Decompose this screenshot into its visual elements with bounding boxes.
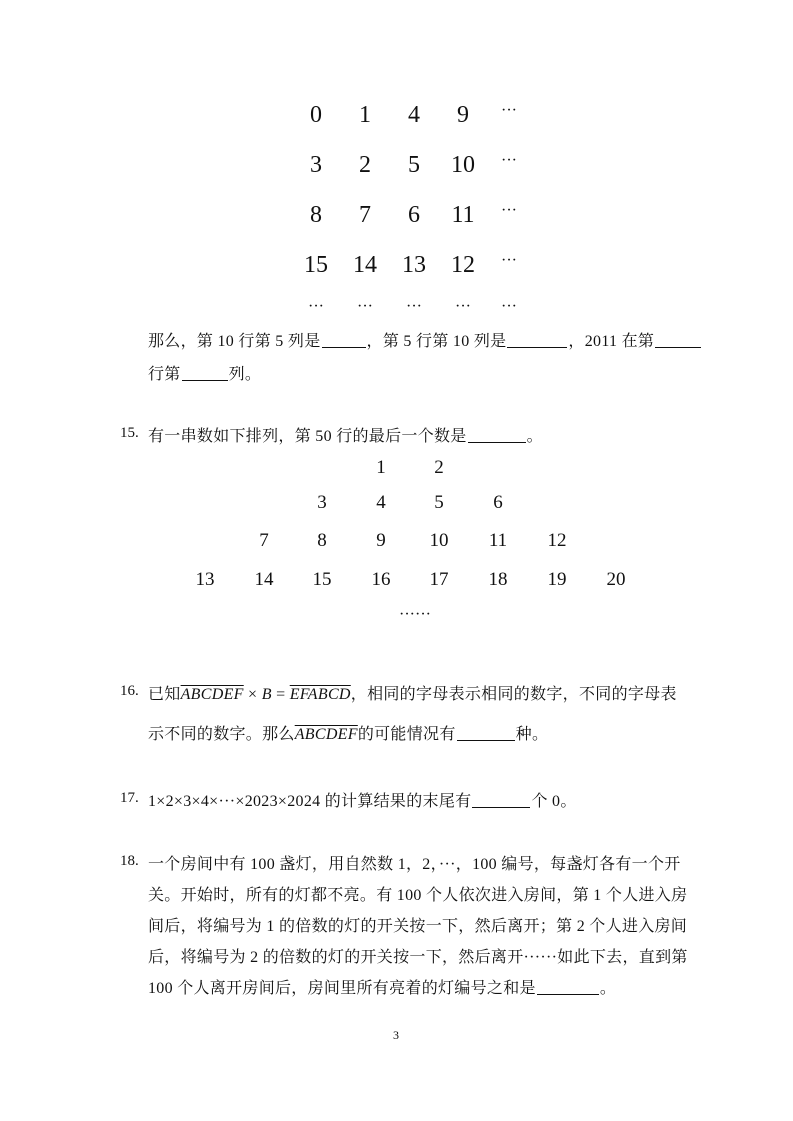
grid1-cell: 12 [451,252,475,278]
grid1-cell: 13 [402,252,426,278]
q18-line: 关。开始时，所有的灯都不亮。有 100 个人依次进入房间，第 1 个人进入房 [148,887,688,904]
q18-line: 间后，将编号为 1 的倍数的灯的开关按一下，然后离开；第 2 个人进入房间 [148,918,688,935]
q16-text: ，相同的字母表示相同的数字，不同的字母表 [350,686,677,703]
answer-blank [468,428,526,443]
q14-text: 那么，第 10 行第 5 列是 [148,333,321,350]
q16-text: 的可能情况有 [357,726,456,743]
answer-blank [182,366,228,381]
triangle-cell: 14 [254,569,274,590]
overline-number: EFABCD [289,686,351,703]
overline-number: ABCDEF [180,686,244,703]
q15-text: 。 [526,428,543,445]
triangle-cell: 13 [195,569,215,590]
grid1-cell: 2 [359,152,371,178]
grid1-cell: 3 [310,152,322,178]
triangle-ellipsis: ······ [399,606,431,623]
grid1-cell: ··· [501,102,517,119]
grid1-cell: 15 [304,252,328,278]
grid1-cell: 6 [408,202,420,228]
equals-sign: = [276,686,286,703]
triangle-cell: 2 [434,457,444,478]
q17-prompt [148,788,577,811]
grid1-cell: ··· [501,252,517,269]
triangle-cell: 4 [376,492,386,513]
q17-text: 个 0。 [531,793,577,810]
grid1-cell: 14 [353,252,377,278]
grid1-cell: ··· [501,202,517,219]
grid1-cell: 0 [310,102,322,128]
q16-line-2 [148,721,548,744]
grid1-cell: 8 [310,202,322,228]
q14-text: ，第 5 行第 10 列是 [366,333,507,350]
triangle-cell: 9 [376,530,386,551]
q18-line: 一个房间中有 100 盏灯，用自然数 1，2，···，100 编号，每盏灯各有一个开 [148,856,681,873]
q14-text: ，2011 在第 [568,333,655,350]
grid1-cell: 9 [457,102,469,128]
grid1-cell: ··· [501,152,517,169]
triangle-cell: 18 [488,569,508,590]
q14-text: 列。 [228,366,262,383]
q16-text: 示不同的数字。那么 [148,726,295,743]
q16-text: 已知 [148,686,181,703]
q18-line: 后，将编号为 2 的倍数的灯的开关按一下，然后离开······如此下去，直到第 [148,949,688,966]
question-number: 16. [120,683,139,699]
q14-line-1 [148,328,702,351]
q16-text: 种。 [515,726,549,743]
grid1-cell: ··· [406,298,422,315]
triangle-cell: 1 [376,457,386,478]
q14-text: 行第 [148,366,181,383]
triangle-cell: 17 [429,569,449,590]
grid1-cell: 5 [408,152,420,178]
triangle-cell: 6 [493,492,503,513]
triangle-cell: 8 [317,530,327,551]
page-number: 3 [393,1028,399,1042]
overline-number: ABCDEF [294,726,358,743]
answer-blank [457,726,515,741]
q14-line-2 [148,361,261,384]
triangle-cell: 7 [259,530,269,551]
grid1-cell: ··· [308,298,324,315]
answer-blank [322,333,366,348]
triangle-cell: 3 [317,492,327,513]
triangle-cell: 5 [434,492,444,513]
triangle-cell: 20 [606,569,626,590]
grid1-cell: 7 [359,202,371,228]
answer-blank [472,793,530,808]
q17-text: 1×2×3×4×···×2023×2024 的计算结果的末尾有 [148,793,472,810]
answer-blank [655,333,701,348]
triangle-cell: 16 [371,569,391,590]
q16-line-1 [148,681,677,704]
q18-last-line [148,975,616,998]
question-number: 18. [120,853,139,869]
triangle-cell: 10 [429,530,449,551]
question-number: 17. [120,790,139,806]
times-sign: × [248,686,258,703]
q15-text: 有一串数如下排列，第 50 行的最后一个数是 [148,428,467,445]
answer-blank [537,980,599,995]
triangle-cell: 19 [547,569,567,590]
q18-text: 。 [599,980,617,997]
triangle-cell: 11 [488,530,508,551]
answer-blank [507,333,567,348]
grid1-cell: ··· [357,298,373,315]
grid1-cell: 11 [451,202,475,228]
q15-prompt [148,423,543,446]
question-number: 15. [120,425,139,441]
triangle-cell: 15 [312,569,332,590]
triangle-cell: 12 [547,530,567,551]
grid1-cell: 10 [451,152,475,178]
grid1-cell: ··· [501,298,517,315]
grid1-cell: ··· [455,298,471,315]
grid1-cell: 4 [408,102,420,128]
variable-b: B [261,686,272,703]
grid1-cell: 1 [359,102,371,128]
q18-text: 100 个人离开房间后，房间里所有亮着的灯编号之和是 [148,980,536,997]
